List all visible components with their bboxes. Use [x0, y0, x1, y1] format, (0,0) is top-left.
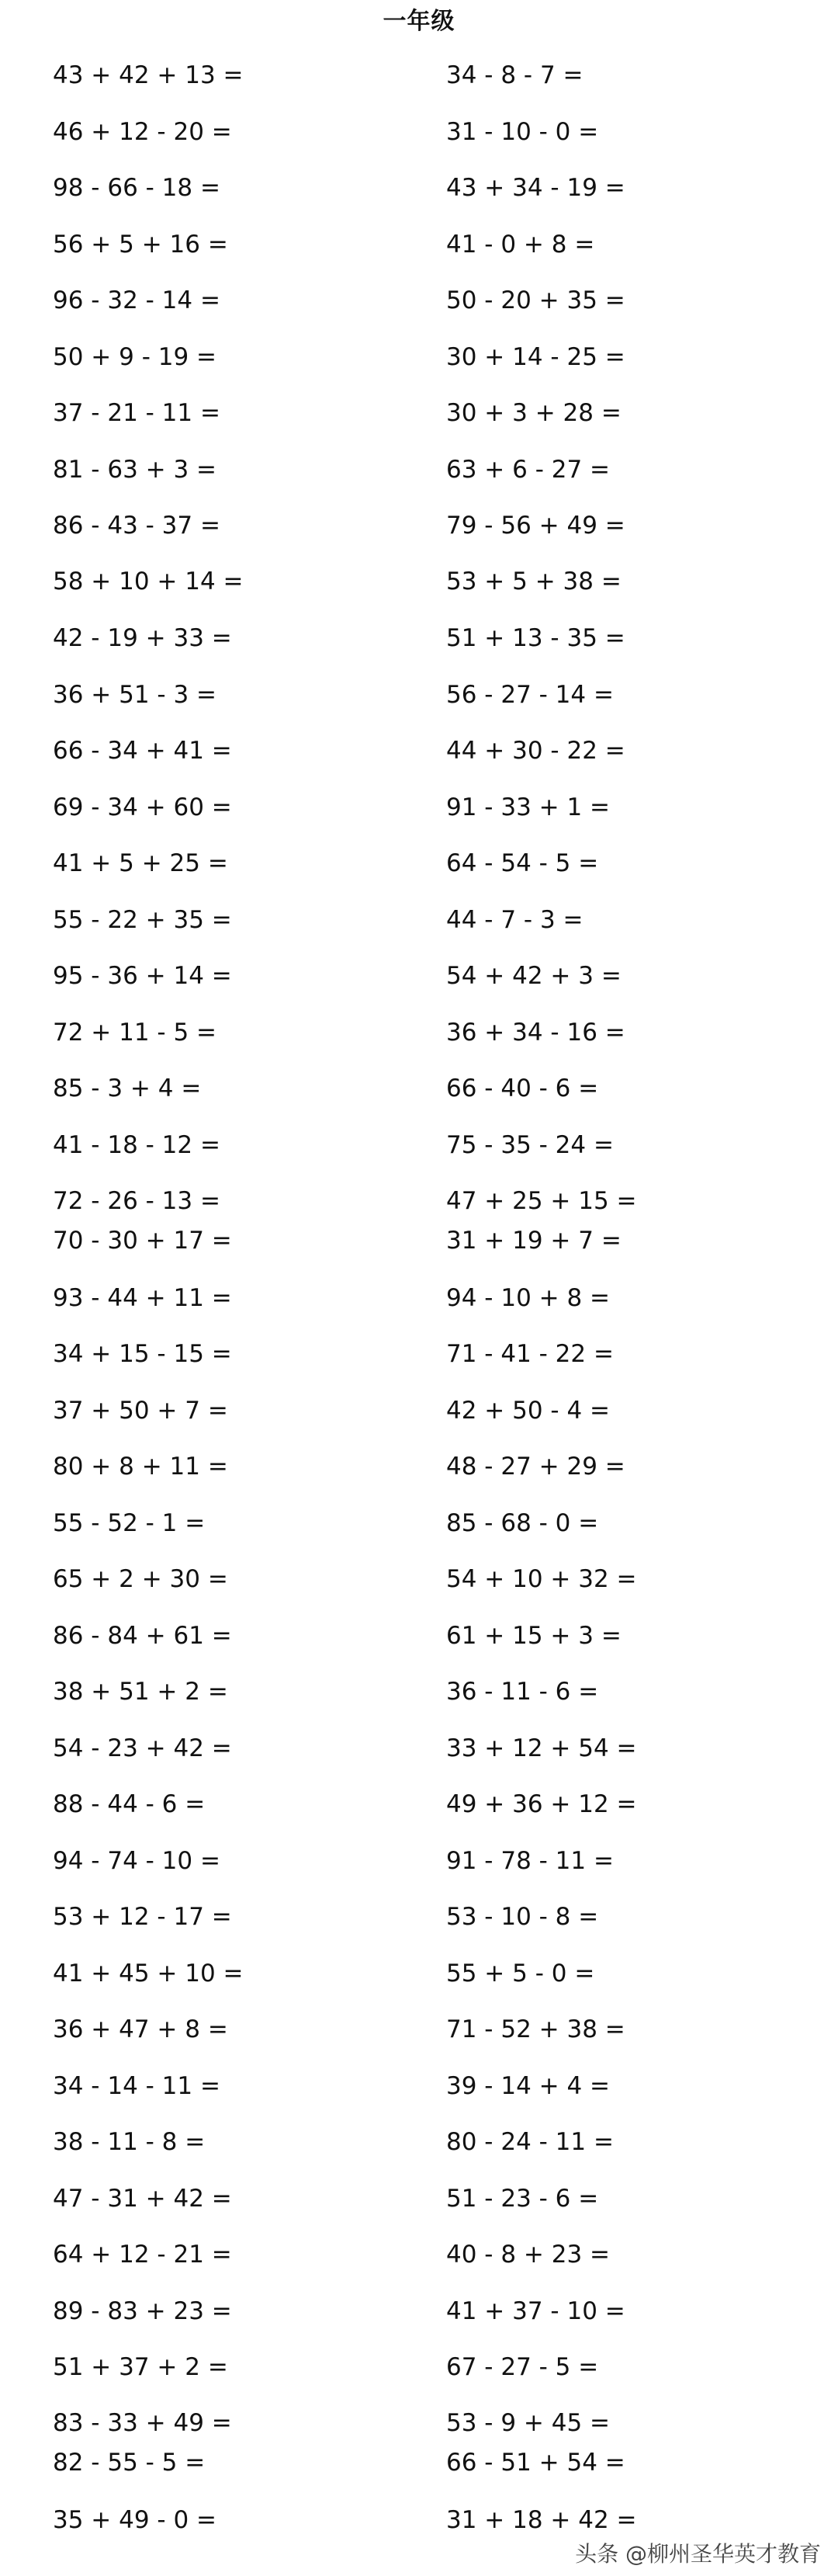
problem-right-22: 31 + 19 + 7 =: [446, 1227, 622, 1255]
problem-right-8: 63 + 6 - 27 =: [446, 456, 611, 484]
problem-right-9: 79 - 56 + 49 =: [446, 512, 625, 540]
problem-left-9: 86 - 43 - 37 =: [53, 512, 220, 540]
problem-right-34: 53 - 10 - 8 =: [446, 1903, 599, 1931]
problem-left-15: 41 + 5 + 25 =: [53, 849, 228, 877]
problem-left-21: 72 - 26 - 13 =: [53, 1187, 220, 1215]
problem-right-42: 67 - 27 - 5 =: [446, 2353, 599, 2381]
problem-left-38: 38 - 11 - 8 =: [53, 2128, 206, 2156]
problem-left-31: 54 - 23 + 42 =: [53, 1734, 232, 1762]
problem-left-17: 95 - 36 + 14 =: [53, 962, 232, 990]
problem-right-17: 54 + 42 + 3 =: [446, 962, 622, 990]
problem-left-5: 96 - 32 - 14 =: [53, 286, 220, 314]
problem-right-15: 64 - 54 - 5 =: [446, 849, 599, 877]
problem-right-7: 30 + 3 + 28 =: [446, 399, 622, 427]
problem-right-37: 39 - 14 + 4 =: [446, 2072, 611, 2100]
problem-right-28: 54 + 10 + 32 =: [446, 1565, 637, 1593]
problem-right-24: 71 - 41 - 22 =: [446, 1340, 614, 1368]
problem-left-36: 36 + 47 + 8 =: [53, 2015, 228, 2043]
problem-left-32: 88 - 44 - 6 =: [53, 1790, 206, 1818]
problem-left-39: 47 - 31 + 42 =: [53, 2185, 232, 2213]
problem-left-40: 64 + 12 - 21 =: [53, 2241, 232, 2269]
problem-left-13: 66 - 34 + 41 =: [53, 737, 232, 765]
problem-left-42: 51 + 37 + 2 =: [53, 2353, 228, 2381]
problem-right-36: 71 - 52 + 38 =: [446, 2015, 625, 2043]
problem-right-25: 42 + 50 - 4 =: [446, 1397, 611, 1425]
problem-right-39: 51 - 23 - 6 =: [446, 2185, 599, 2213]
problem-right-12: 56 - 27 - 14 =: [446, 681, 614, 709]
problem-left-18: 72 + 11 - 5 =: [53, 1019, 217, 1047]
problem-right-31: 33 + 12 + 54 =: [446, 1734, 637, 1762]
problem-left-1: 43 + 42 + 13 =: [53, 61, 244, 89]
problem-right-26: 48 - 27 + 29 =: [446, 1453, 625, 1481]
problem-right-3: 43 + 34 - 19 =: [446, 174, 625, 202]
problem-left-35: 41 + 45 + 10 =: [53, 1960, 244, 1988]
problem-right-1: 34 - 8 - 7 =: [446, 61, 583, 89]
problem-right-33: 91 - 78 - 11 =: [446, 1847, 614, 1875]
problem-right-6: 30 + 14 - 25 =: [446, 343, 625, 371]
problem-right-16: 44 - 7 - 3 =: [446, 906, 583, 934]
problem-left-22: 70 - 30 + 17 =: [53, 1227, 232, 1255]
problem-left-14: 69 - 34 + 60 =: [53, 793, 232, 821]
problem-right-13: 44 + 30 - 22 =: [446, 737, 625, 765]
problem-left-10: 58 + 10 + 14 =: [53, 568, 244, 595]
problem-left-34: 53 + 12 - 17 =: [53, 1903, 232, 1931]
problem-left-16: 55 - 22 + 35 =: [53, 906, 232, 934]
problem-right-23: 94 - 10 + 8 =: [446, 1284, 611, 1312]
problem-right-14: 91 - 33 + 1 =: [446, 793, 611, 821]
problem-left-26: 80 + 8 + 11 =: [53, 1453, 228, 1481]
problem-left-43: 83 - 33 + 49 =: [53, 2409, 232, 2437]
watermark: 头条 @柳州圣华英才教育: [575, 2541, 821, 2567]
problem-right-41: 41 + 37 - 10 =: [446, 2297, 625, 2325]
problem-left-23: 93 - 44 + 11 =: [53, 1284, 232, 1312]
problem-left-37: 34 - 14 - 11 =: [53, 2072, 220, 2100]
problem-left-45: 35 + 49 - 0 =: [53, 2506, 217, 2534]
problem-left-41: 89 - 83 + 23 =: [53, 2297, 232, 2325]
problem-left-33: 94 - 74 - 10 =: [53, 1847, 220, 1875]
problem-left-24: 34 + 15 - 15 =: [53, 1340, 232, 1368]
problem-right-45: 31 + 18 + 42 =: [446, 2506, 637, 2534]
problem-right-21: 47 + 25 + 15 =: [446, 1187, 637, 1215]
problem-right-11: 51 + 13 - 35 =: [446, 624, 625, 652]
problem-right-19: 66 - 40 - 6 =: [446, 1074, 599, 1102]
problem-left-30: 38 + 51 + 2 =: [53, 1678, 228, 1706]
problem-right-4: 41 - 0 + 8 =: [446, 231, 595, 259]
problem-right-44: 66 - 51 + 54 =: [446, 2449, 625, 2477]
problem-right-10: 53 + 5 + 38 =: [446, 568, 622, 595]
page-title: 一年级: [383, 8, 455, 35]
problem-left-28: 65 + 2 + 30 =: [53, 1565, 228, 1593]
problem-left-8: 81 - 63 + 3 =: [53, 456, 217, 484]
problem-left-25: 37 + 50 + 7 =: [53, 1397, 228, 1425]
problem-right-5: 50 - 20 + 35 =: [446, 286, 625, 314]
problem-right-2: 31 - 10 - 0 =: [446, 118, 599, 146]
problem-left-3: 98 - 66 - 18 =: [53, 174, 220, 202]
problem-left-44: 82 - 55 - 5 =: [53, 2449, 206, 2477]
problem-left-29: 86 - 84 + 61 =: [53, 1622, 232, 1650]
problem-left-7: 37 - 21 - 11 =: [53, 399, 220, 427]
problem-left-4: 56 + 5 + 16 =: [53, 231, 228, 259]
problem-left-2: 46 + 12 - 20 =: [53, 118, 232, 146]
problem-left-11: 42 - 19 + 33 =: [53, 624, 232, 652]
problem-left-27: 55 - 52 - 1 =: [53, 1509, 206, 1537]
problem-right-43: 53 - 9 + 45 =: [446, 2409, 611, 2437]
problem-right-30: 36 - 11 - 6 =: [446, 1678, 599, 1706]
problem-right-38: 80 - 24 - 11 =: [446, 2128, 614, 2156]
problem-left-6: 50 + 9 - 19 =: [53, 343, 217, 371]
problem-left-19: 85 - 3 + 4 =: [53, 1074, 202, 1102]
problem-right-40: 40 - 8 + 23 =: [446, 2241, 611, 2269]
problem-right-18: 36 + 34 - 16 =: [446, 1019, 625, 1047]
problem-right-20: 75 - 35 - 24 =: [446, 1131, 614, 1159]
problem-right-35: 55 + 5 - 0 =: [446, 1960, 595, 1988]
problem-right-29: 61 + 15 + 3 =: [446, 1622, 622, 1650]
problem-right-27: 85 - 68 - 0 =: [446, 1509, 599, 1537]
problem-right-32: 49 + 36 + 12 =: [446, 1790, 637, 1818]
problem-left-12: 36 + 51 - 3 =: [53, 681, 217, 709]
problem-left-20: 41 - 18 - 12 =: [53, 1131, 220, 1159]
